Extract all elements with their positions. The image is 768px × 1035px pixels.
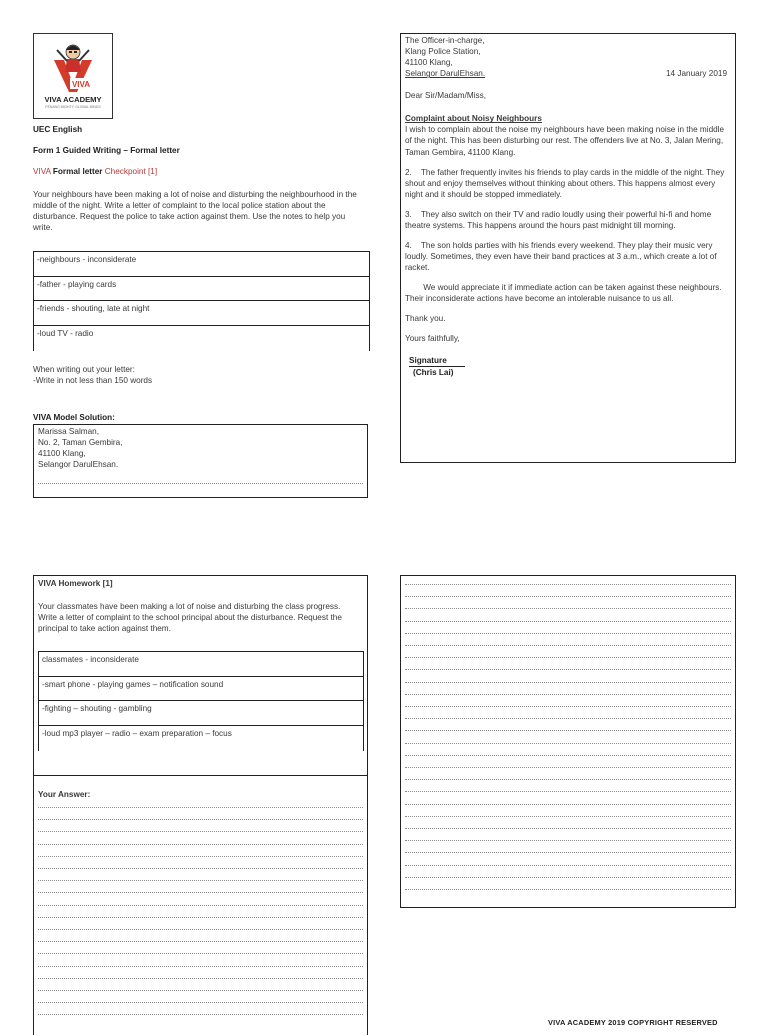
signer-name: (Chris Lai) [413,368,454,378]
writing-area-box[interactable] [400,575,736,908]
writing-line [405,889,731,890]
writing-line [405,596,731,597]
signature-label: Signature [409,355,465,367]
writing-line [38,819,363,820]
note-row: -loud TV - radio [37,328,94,338]
writing-line [405,743,731,744]
checkpoint-heading [33,166,157,177]
writing-line [38,868,363,869]
writing-line [38,1002,363,1003]
logo-tagline: PENANG MIGHTY, GLOBAL MINDS [45,105,101,109]
letter-paragraph: 4. The son holds parties with his friends every weekend. They play their music very loudly. Sometimes, they even have their band practices at 3 a.m., which create a lot of racket. [405,240,717,272]
writing-line [405,608,731,609]
model-solution-title: VIVA Model Solution: [33,413,115,422]
sender-address-line: Selangor DarulEhsan. [38,460,119,470]
viva-mascot-icon [48,38,98,94]
writing-line [405,718,731,719]
sender-address-line: Marissa Salman, [38,427,99,436]
answer-divider [34,775,367,776]
letter-salutation: Dear Sir/Madam/Miss, [405,91,486,101]
homework-title: VIVA Homework [1] [38,579,113,588]
writing-line [405,682,731,683]
answer-label: Your Answer: [38,790,91,799]
writing-line [38,831,363,832]
letter-date: 14 January 2019 [666,69,727,79]
letter-paragraph: We would appreciate it if immediate action can be taken against these neighbours. Their inconsiderate actions have become an intolerable nuisance to us all. [405,283,722,304]
topic-heading: Form 1 Guided Writing – Formal letter [33,146,180,155]
writing-line [405,633,731,634]
copyright-footer: VIVA ACADEMY 2019 COPYRIGHT RESERVED [548,1018,718,1027]
writing-line [405,645,731,646]
recipient-address-line: Selangor DarulEhsan. [405,69,486,79]
writing-line [38,1014,363,1015]
writing-line [405,779,731,780]
homework-note-row: -fighting – shouting - gambling [39,701,363,726]
writing-line [38,905,363,906]
note-row: -friends - shouting, late at night [34,301,369,326]
writing-line [405,791,731,792]
checkpoint-label: Checkpoint [1] [104,167,158,176]
homework-note-row: classmates - inconsiderate [39,652,363,677]
model-letter-box [400,33,736,463]
writing-line [38,892,363,893]
writing-line [38,483,363,484]
note-row: -father - playing cards [34,277,369,302]
writing-lines [405,584,731,894]
instruction-item: -Write in not less than 150 words [33,376,153,385]
writing-line [405,840,731,841]
writing-line [405,706,731,707]
letter-paragraph: I wish to complain about the noise my neighbours have been making noise in the middle of the night. This has been disturbing our rest. The offenders live at No. 3, Jalan Mering, Taman Gembira, 41100 Klang. [405,125,725,157]
writing-line [38,856,363,857]
recipient-address-line: 41100 Klang, [405,58,453,68]
writing-line [405,584,731,585]
homework-note-row: -loud mp3 player – radio – exam preparation – focus [42,728,232,738]
writing-line [405,877,731,878]
logo-brand-name: VIVA ACADEMY [44,95,102,104]
writing-line [405,828,731,829]
homework-box [33,575,368,1035]
writing-line [38,807,363,808]
checkpoint-type: Formal letter [52,167,103,176]
recipient-address-line: The Officer-in-charge, [405,36,485,45]
writing-line [405,767,731,768]
writing-line [38,844,363,845]
sender-address-line: No. 2, Taman Gembira, [38,438,123,448]
homework-note-row: -smart phone - playing games – notification sound [39,677,363,702]
writing-line [405,816,731,817]
writing-line [38,966,363,967]
recipient-address-line: Klang Police Station, [405,47,481,57]
model-solution-box [33,424,368,498]
writing-line [38,941,363,942]
writing-line [405,804,731,805]
homework-prompt: Your classmates have been making a lot of noise and disturbing the class progress. Write a letter of complaint to the school principal about the disturbance. Request the principal to take action against them. [38,602,342,634]
sender-address-line: 41100 Klang, [38,449,86,459]
writing-line [38,953,363,954]
writing-line [405,621,731,622]
writing-line [405,669,731,670]
writing-line [405,730,731,731]
writing-line [38,880,363,881]
writing-line [38,978,363,979]
letter-paragraph: 2. The father frequently invites his friends to play cards in the middle of the night. They shout and enjoy themselves without thinking about others. This happens almost every night and it should be stopped immediately. [405,167,725,199]
writing-line [405,755,731,756]
logo-mark-text: VIVA [71,80,91,89]
writing-line [405,865,731,866]
letter-subject: Complaint about Noisy Neighbours [405,114,542,124]
letter-paragraph: 3. They also switch on their TV and radio loudly using their powerful hi-fi and home theatre systems. This happens around the hours past midnight till morning. [405,209,712,230]
letter-closing: Yours faithfully, [405,334,460,344]
writing-line [405,694,731,695]
writing-line [405,852,731,853]
writing-line [38,990,363,991]
instructions-heading: When writing out your letter: [33,365,135,374]
writing-line [38,917,363,918]
homework-notes-table [38,651,364,751]
answer-writing-area[interactable] [38,807,363,1022]
task-notes-table [33,251,370,351]
writing-line [38,929,363,930]
writing-line [405,657,731,658]
checkpoint-brand: VIVA [33,167,51,176]
viva-academy-logo [33,33,113,119]
subject-heading: UEC English [33,125,83,134]
task-prompt: Your neighbours have been making a lot of noise and disturbing the neighbourhood in the middle of the night. Write a letter of complaint to the local police station about the disturbance. Request the police to take action against them. Use the notes to help you write. [33,190,357,233]
note-row: -neighbours - inconsiderate [34,252,369,277]
letter-thanks: Thank you. [405,314,446,324]
